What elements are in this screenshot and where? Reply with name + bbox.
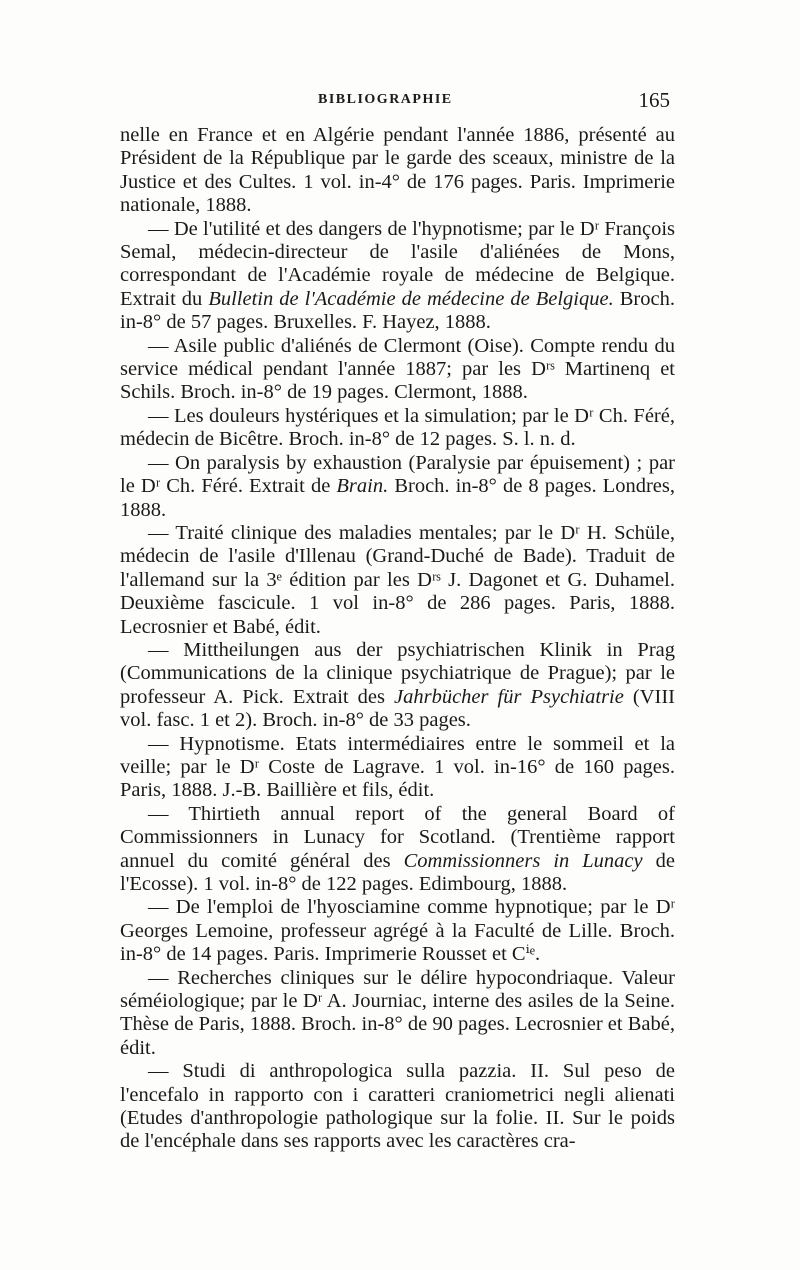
bibliography-entry (120, 733, 675, 803)
entry-text: — Thirtieth annual report of the general Board of Commissionners in Lunacy for Scotland. (Trentième rapport annuel du comité général des (120, 802, 675, 872)
bibliography-entry (120, 639, 675, 733)
bibliography-entry (120, 452, 675, 522)
page-header (120, 88, 670, 116)
entry-text: — De l'utilité et des dangers de l'hypnotisme; par le Dʳ François Semal, médecin-directeur de l'asile d'aliénées de Mons, correspondant de l'Académie royale de médecine de Belgique. Extrait du (120, 217, 675, 310)
entry-text: — Mittheilungen aus der psychiatrischen Klinik in Prag (Communications de la clinique psychiatrique de Prague); par le professeur A. Pick. Extrait des (120, 638, 675, 708)
page-number: 165 (638, 88, 670, 112)
running-head: BIBLIOGRAPHIE (318, 92, 453, 107)
entry-text-after: de l'Ecosse). 1 vol. in-8° de 122 pages. Edimbourg, 1888. (120, 849, 675, 895)
entry-text: — De l'emploi de l'hyosciamine comme hypnotique; par le Dʳ Georges Lemoine, professeur agrégé à la Faculté de Lille. Broch. in-8° de 14 pages. Paris. Imprimerie Rousset et Cⁱᵉ. (120, 896, 675, 966)
bibliography-text (120, 124, 675, 1154)
bibliography-entry (120, 335, 675, 405)
entry-text: — Studi di anthropologica sulla pazzia. II. Sul peso de l'encefalo in rapporto con i caratteri craniometrici negli alienati (Etudes d'anthropologie pathologique sur la folie. II. Sur le poids de l'encéphale dans ses rapports avec les caractères cra- (120, 1060, 675, 1153)
bibliography-entry (120, 1060, 675, 1154)
bibliography-entry (120, 522, 675, 639)
bibliography-entry (120, 896, 675, 966)
bibliography-entry (120, 967, 675, 1061)
bibliography-entry (120, 218, 675, 335)
entry-text: — Traité clinique des maladies mentales; par le Dʳ H. Schüle, médecin de l'asile d'Illenau (Grand-Duché de Bade). Traduit de l'allemand sur la 3ᵉ édition par les Dʳˢ J. Dagonet et G. Duhamel. Deuxième fascicule. 1 vol in-8° de 286 pages. Paris, 1888. Lecrosnier et Babé, édit. (120, 521, 675, 638)
entry-text: — Asile public d'aliénés de Clermont (Oise). Compte rendu du service médical pendant l'année 1887; par les Dʳˢ Martinenq et Schils. Broch. in-8° de 19 pages. Clermont, 1888. (120, 334, 675, 404)
entry-source-title: Brain. (336, 475, 389, 498)
entry-source-title: Bulletin de l'Académie de médecine de Belgique. (208, 287, 614, 310)
entry-source-title: Jahrbücher für Psychiatrie (394, 685, 624, 708)
bibliography-entry (120, 405, 675, 452)
entry-source-title: Commissionners in Lunacy (403, 849, 643, 872)
entry-text: — On paralysis by exhaustion (Paralysie par épuisement) ; par le Dʳ Ch. Féré. Extrait de (120, 451, 675, 498)
entry-text: — Les douleurs hystériques et la simulation; par le Dʳ Ch. Féré, médecin de Bicêtre. Broch. in-8° de 12 pages. S. l. n. d. (120, 404, 675, 451)
entry-text: — Hypnotisme. Etats intermédiaires entre le sommeil et la veille; par le Dʳ Coste de Lagrave. 1 vol. in-16° de 160 pages. Paris, 1888. J.-B. Baillière et fils, édit. (120, 732, 675, 802)
entry-text-after: Broch. in-8° de 8 pages. Londres, 1888. (120, 475, 675, 521)
bibliography-entry (120, 124, 675, 218)
entry-text: nelle en France et en Algérie pendant l'année 1886, présenté au Président de la République par le garde des sceaux, ministre de la Justice et des Cultes. 1 vol. in-4° de 176 pages. Paris. Imprimerie nationale, 1888. (120, 124, 675, 217)
entry-text: — Recherches cliniques sur le délire hypocondriaque. Valeur séméiologique; par le Dʳ A. Journiac, interne des asiles de la Seine. Thèse de Paris, 1888. Broch. in-8° de 90 pages. Lecrosnier et Babé, édit. (120, 966, 675, 1059)
bibliography-entry (120, 803, 675, 897)
entry-text-after: (VIII vol. fasc. 1 et 2). Broch. in-8° de 33 pages. (120, 685, 675, 732)
entry-text-after: Broch. in-8° de 57 pages. Bruxelles. F. Hayez, 1888. (120, 287, 675, 334)
